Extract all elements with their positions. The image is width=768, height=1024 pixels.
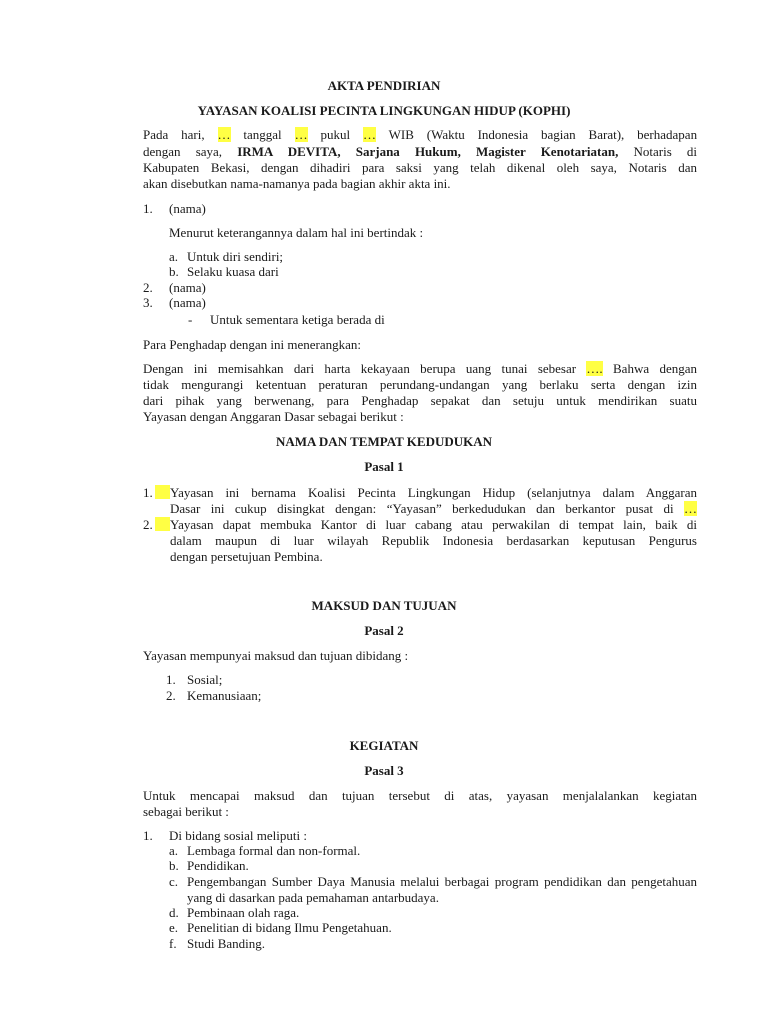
capital-line-2: tidak mengurangi ketentuan peraturan perundang-undangan yang berlaku serta dengan izin xyxy=(143,377,697,392)
section-1-item-2-line-2: dalam maupun di luar wilayah Republik Indonesia berdasarkan keputusan Pengurus xyxy=(170,533,697,548)
section-1-item-2-mark: 2. xyxy=(143,517,170,533)
section-3-intro-line-2: sebagai berikut : xyxy=(143,804,229,819)
party-2-number: 2. xyxy=(143,280,153,295)
section-3-sub-b: Pendidikan. xyxy=(187,858,249,873)
blank-date: … xyxy=(294,127,308,142)
section-3-sub-f: Studi Banding. xyxy=(187,936,266,951)
section-3-sub-d: Pembinaan olah raga. xyxy=(187,905,300,920)
section-1-pasal: Pasal 1 xyxy=(364,459,404,474)
blank-city: … xyxy=(684,501,697,516)
section-1-item-2-line-1: Yayasan dapat membuka Kantor di luar cabang atau perwakilan di tempat lain, baik di xyxy=(170,517,697,532)
section-2-pasal: Pasal 2 xyxy=(364,623,404,638)
section-3-sub-c: Pengembangan Sumber Daya Manusia melalui berbagai program pendidikan dan pengetahuan yang di dasarkan pada pemahaman antarbudaya. xyxy=(187,874,697,905)
opening-line-3: Kabupaten Bekasi, dengan dihadiri para saksi yang telah dikenal oleh saya, Notaris dan xyxy=(143,160,697,175)
capital-line-3: dari pihak yang berwenang, para Penghadap sepakat dan setuju untuk mendirikan suatu xyxy=(143,393,697,408)
party-3-number: 3. xyxy=(143,295,153,310)
section-3-intro-line-1: Untuk mencapai maksud dan tujuan tersebut di atas, yayasan menjalalankan kegiatan xyxy=(143,788,697,803)
party-dash: - xyxy=(188,312,193,327)
party-option-b-mark: b. xyxy=(169,264,179,279)
section-1-heading: NAMA DAN TEMPAT KEDUDUKAN xyxy=(275,434,493,449)
party-option-b: Selaku kuasa dari xyxy=(187,264,279,279)
opening-line-2: dengan saya, IRMA DEVITA, Sarjana Hukum, Magister Kenotariatan, Notaris di xyxy=(143,144,698,159)
party-1-name: (nama) xyxy=(169,201,206,216)
section-3-sub-f-mark: f. xyxy=(169,936,177,951)
section-3-heading: KEGIATAN xyxy=(349,738,419,753)
section-2-item-1-mark: 1. xyxy=(166,672,176,687)
section-2-item-1: Sosial; xyxy=(187,672,223,687)
section-3-sub-c-mark: c. xyxy=(169,874,179,889)
blank-time: … xyxy=(362,127,376,142)
section-2-item-2-mark: 2. xyxy=(166,688,176,703)
declaration: Para Penghadap dengan ini menerangkan: xyxy=(143,337,362,352)
section-1-item-1-mark: 1. xyxy=(143,485,170,501)
blank-amount: …. xyxy=(586,361,603,376)
party-location: Untuk sementara ketiga berada di xyxy=(210,312,385,327)
section-3-sub-a-mark: a. xyxy=(169,843,179,858)
party-3-name: (nama) xyxy=(169,295,206,310)
party-statement: Menurut keterangannya dalam hal ini bertindak : xyxy=(169,225,424,240)
party-option-a-mark: a. xyxy=(169,249,179,264)
notary-name: IRMA DEVITA, Sarjana Hukum, Magister Kenotariatan, xyxy=(237,144,619,159)
capital-line-1: Dengan ini memisahkan dari harta kekayaan berupa uang tunai sebesar …. Bahwa dengan xyxy=(143,361,697,376)
section-1-item-1-line-2: Dasar ini cukup disingkat dengan: “Yayasan” berkedudukan dan berkantor pusat di … xyxy=(170,501,697,516)
section-2-heading: MAKSUD DAN TUJUAN xyxy=(311,598,457,613)
opening-line-4: akan disebutkan nama-namanya pada bagian akhir akta ini. xyxy=(143,176,451,191)
section-1-item-2-line-3: dengan persetujuan Pembina. xyxy=(170,549,323,564)
highlight-marker xyxy=(155,485,170,499)
section-3-item-1: Di bidang sosial meliputi : xyxy=(169,828,307,843)
section-2-intro: Yayasan mempunyai maksud dan tujuan dibidang : xyxy=(143,648,409,663)
section-3-sub-a: Lembaga formal dan non-formal. xyxy=(187,843,361,858)
opening-line-1: Pada hari, … tanggal … pukul … WIB (Waktu Indonesia bagian Barat), berhadapan xyxy=(143,127,698,142)
section-3-sub-b-mark: b. xyxy=(169,858,179,873)
party-1-number: 1. xyxy=(143,201,153,216)
section-3-sub-e-mark: e. xyxy=(169,920,179,935)
section-3-item-1-mark: 1. xyxy=(143,828,153,843)
section-3-sub-e: Penelitian di bidang Ilmu Pengetahuan. xyxy=(187,920,392,935)
party-option-a: Untuk diri sendiri; xyxy=(187,249,284,264)
document-subtitle: YAYASAN KOALISI PECINTA LINGKUNGAN HIDUP (KOPHI) xyxy=(197,103,571,118)
blank-day: … xyxy=(217,127,231,142)
section-3-pasal: Pasal 3 xyxy=(364,763,404,778)
section-3-sub-d-mark: d. xyxy=(169,905,179,920)
section-1-item-1-line-1: Yayasan ini bernama Koalisi Pecinta Lingkungan Hidup (selanjutnya dalam Anggaran xyxy=(170,485,697,500)
document-title: AKTA PENDIRIAN xyxy=(327,78,441,93)
capital-line-4: Yayasan dengan Anggaran Dasar sebagai berikut : xyxy=(143,409,404,424)
section-2-item-2: Kemanusiaan; xyxy=(187,688,262,703)
party-2-name: (nama) xyxy=(169,280,206,295)
highlight-marker xyxy=(155,517,170,531)
